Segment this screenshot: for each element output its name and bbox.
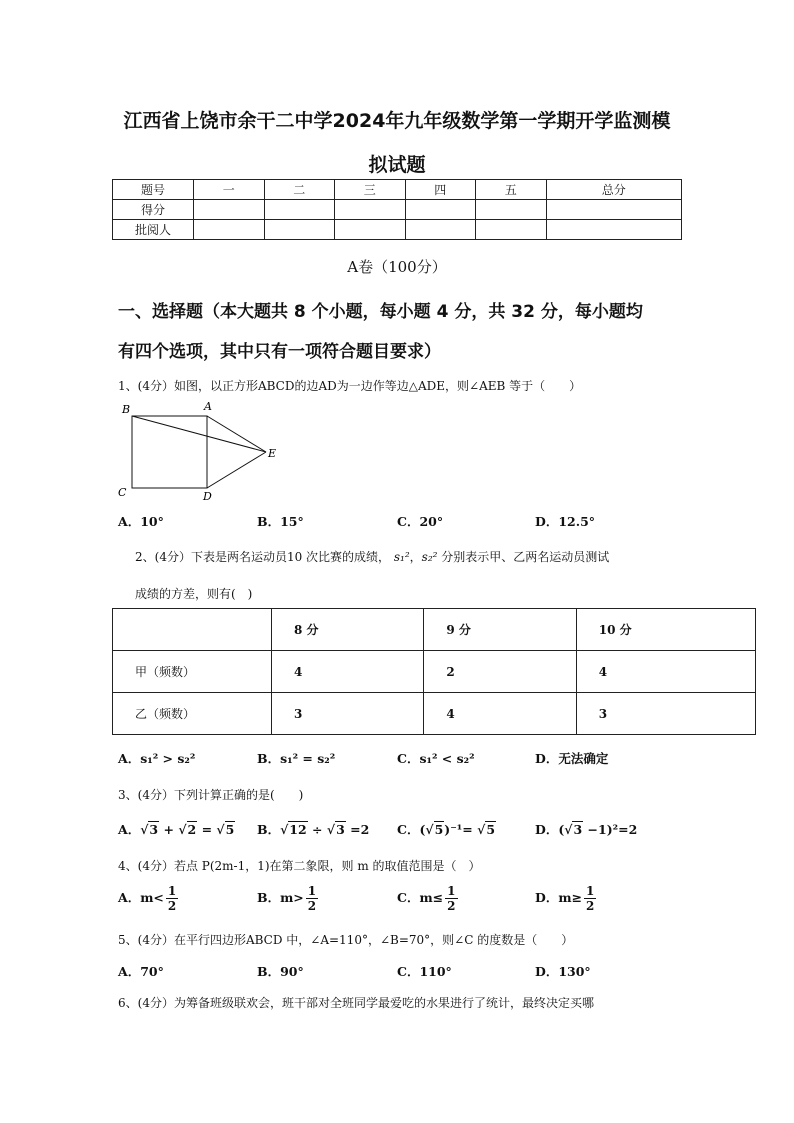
q3-c-post: )⁻¹= — [444, 822, 478, 837]
q2-frequency-table — [112, 608, 756, 735]
freq-header-row — [113, 609, 756, 651]
score-cell — [264, 220, 335, 240]
q3-a-radicand-2: 2 — [187, 822, 197, 837]
q2-separator: ， — [409, 550, 422, 564]
label-b: B — [122, 403, 131, 416]
question-3-stem: 3、(4分）下列计算正确的是( ) — [118, 788, 304, 802]
freq-row-label: 甲（频数） — [113, 651, 272, 693]
score-cell — [194, 200, 265, 220]
score-header-cell: 四 — [405, 180, 476, 200]
q4-c-denominator: 2 — [447, 899, 456, 913]
reviewer-row-label: 批阅人 — [113, 220, 194, 240]
segment-de — [207, 452, 266, 488]
q4-a-denominator: 2 — [167, 899, 177, 913]
q3-b-radicand-2: 3 — [336, 822, 345, 837]
q4-b-fraction — [306, 884, 318, 913]
question-6-stem: 6、(4分）为筹备班级联欢会，班干部对全班同学最爱吃的水果进行了统计，最终决定买哪 — [118, 996, 594, 1010]
score-cell — [476, 220, 547, 240]
score-header-cell: 总分 — [546, 180, 682, 200]
score-header-cell: 三 — [335, 180, 406, 200]
score-cell — [546, 220, 682, 240]
freq-header-cell — [113, 609, 272, 651]
freq-cell: 4 — [424, 693, 576, 735]
question-4-stem: 4、(4分）若点 P(2m-1，1)在第二象限，则 m 的取值范围是（ ） — [118, 859, 481, 873]
page-title: 江西省上饶市余干二中学2024年九年级数学第一学期开学监测模 — [123, 110, 671, 132]
label-d: D — [203, 490, 212, 503]
q4-option-c — [397, 884, 458, 913]
q2-option-c: C．s₁² < s₂² — [397, 751, 475, 766]
label-e: E — [268, 447, 277, 460]
score-cell — [264, 200, 335, 220]
q2-s1-symbol: s₁² — [393, 550, 410, 564]
q3-option-d: D．(√3 −1)²=2 — [535, 822, 638, 837]
freq-header-cell: 10 分 — [576, 609, 755, 651]
question-2-stem — [135, 548, 609, 565]
q3-c-pre: ( — [419, 822, 426, 837]
q1-option-b: B．15° — [257, 514, 304, 529]
q3-b-radicand-1: 12 — [289, 822, 307, 837]
q3-a-radicand-1: 3 — [149, 822, 159, 837]
freq-row — [113, 651, 756, 693]
q2-stem-part1: 2、(4分）下表是两名运动员10 次比赛的成绩， — [135, 550, 391, 564]
score-cell — [405, 220, 476, 240]
q4-d-label: D．m≥ — [535, 890, 583, 905]
q2-s2-symbol: s₂² — [421, 550, 438, 564]
q3-a-radicand-3: 5 — [225, 822, 235, 837]
section-heading: 一、选择题（本大题共 8 个小题，每小题 4 分，共 32 分，每小题均 — [118, 302, 643, 322]
q4-a-fraction — [166, 884, 178, 913]
freq-header-cell: 8 分 — [272, 609, 424, 651]
score-table — [112, 179, 682, 240]
square-abcd — [132, 416, 207, 488]
q3-option-a: A．√3 + √2 = √5 — [118, 822, 235, 837]
q3-c-radicand-1: 5 — [434, 822, 444, 837]
freq-row-label: 乙（频数） — [113, 693, 272, 735]
question-2-stem-line2: 成绩的方差，则有( ) — [135, 587, 253, 601]
score-header-cell: 二 — [264, 180, 335, 200]
q2-option-b: B．s₁² = s₂² — [257, 751, 336, 766]
score-row-label: 得分 — [113, 200, 194, 220]
q3-d-pre: ( — [558, 822, 565, 837]
score-header-cell: 五 — [476, 180, 547, 200]
q3-c-radicand-2: 5 — [486, 822, 496, 837]
q3-d-label: D． — [535, 822, 559, 837]
q4-c-numerator: 1 — [447, 884, 456, 898]
q4-a-label: A．m< — [118, 890, 164, 905]
q3-b-eq: =2 — [345, 822, 370, 837]
q4-a-numerator: 1 — [167, 884, 177, 898]
q5-option-d: D．130° — [535, 964, 591, 979]
q3-d-radicand: 3 — [573, 822, 583, 837]
score-cell — [335, 200, 406, 220]
question-5-stem: 5、(4分）在平行四边形ABCD 中，∠A=110°，∠B=70°，则∠C 的度数是（ ） — [118, 933, 574, 947]
q1-option-d: D．12.5° — [535, 514, 596, 529]
q3-b-label: B． — [257, 822, 281, 837]
q5-option-c: C．110° — [397, 964, 452, 979]
q5-option-a: A．70° — [118, 964, 164, 979]
volume-label: A卷（100分） — [347, 258, 447, 276]
q3-a-label: A． — [118, 822, 141, 837]
q2-option-a: A．s₁² > s₂² — [118, 751, 196, 766]
q4-b-numerator: 1 — [307, 884, 317, 898]
score-cell — [194, 220, 265, 240]
score-table-header-row — [113, 180, 682, 200]
q1-option-a: A．10° — [118, 514, 164, 529]
q4-b-denominator: 2 — [307, 899, 317, 913]
question-1-figure — [114, 398, 294, 508]
q4-option-d — [535, 884, 596, 913]
q3-c-label: C． — [397, 822, 420, 837]
q4-c-fraction — [445, 884, 457, 913]
score-header-cell: 一 — [194, 180, 265, 200]
freq-cell: 3 — [272, 693, 424, 735]
score-cell — [335, 220, 406, 240]
q2-option-d: D．无法确定 — [535, 751, 609, 766]
score-row — [113, 200, 682, 220]
question-1-stem: 1、(4分）如图，以正方形ABCD的边AD为一边作等边△ADE，则∠AEB 等于（ ） — [118, 379, 582, 393]
score-cell — [546, 200, 682, 220]
q5-option-b: B．90° — [257, 964, 304, 979]
segment-be — [132, 416, 266, 452]
q4-d-numerator: 1 — [586, 884, 595, 898]
q3-a-plus: + — [159, 822, 179, 837]
q4-c-label: C．m≤ — [397, 890, 444, 905]
q2-stem-part2: 分别表示甲、乙两名运动员测试 — [441, 550, 610, 564]
q1-option-c: C．20° — [397, 514, 444, 529]
q4-option-a — [118, 884, 178, 913]
segment-ae — [207, 416, 266, 452]
score-cell — [476, 200, 547, 220]
freq-cell: 3 — [576, 693, 755, 735]
q3-a-eq: = — [197, 822, 217, 837]
label-a: A — [204, 400, 212, 413]
section-heading-line2: 有四个选项，其中只有一项符合题目要求） — [118, 342, 441, 362]
freq-header-cell: 9 分 — [424, 609, 576, 651]
freq-cell: 4 — [272, 651, 424, 693]
q3-b-div: ÷ — [307, 822, 327, 837]
q3-d-post: −1)²=2 — [583, 822, 638, 837]
q3-option-c: C．(√5)⁻¹= √5 — [397, 822, 496, 837]
freq-cell: 4 — [576, 651, 755, 693]
freq-cell: 2 — [424, 651, 576, 693]
freq-row — [113, 693, 756, 735]
q4-d-denominator: 2 — [586, 899, 595, 913]
reviewer-row — [113, 220, 682, 240]
page-title-line2: 拟试题 — [368, 154, 426, 176]
score-header-cell: 题号 — [113, 180, 194, 200]
q4-d-fraction — [584, 884, 596, 913]
q4-option-b — [257, 884, 318, 913]
label-c: C — [118, 486, 127, 499]
score-cell — [405, 200, 476, 220]
q4-b-label: B．m> — [257, 890, 304, 905]
q3-option-b: B．√12 ÷ √3 =2 — [257, 822, 370, 837]
